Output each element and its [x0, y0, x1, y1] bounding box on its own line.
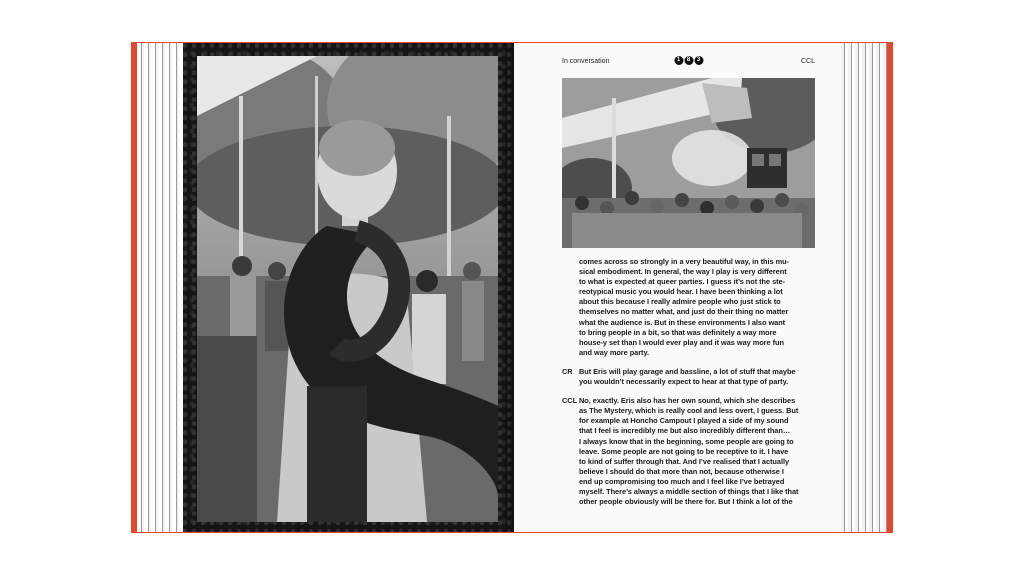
text-line: No, exactly. Eris also has her own sound, which she describes: [579, 396, 796, 406]
left-page: [137, 43, 514, 532]
speaker-initials-header: CCL: [800, 58, 815, 65]
text-line: as The Mystery, which is really cool and less overt, I guess. But: [579, 406, 799, 416]
text-line: I always know that in the beginning, some people are going to: [579, 436, 794, 446]
page-digit: 3: [694, 56, 703, 65]
text-line: about this because I really admire people who just stick to: [579, 297, 781, 307]
text-line: what the audience is. But in these environments I also want: [579, 317, 786, 327]
text-line: end up compromising too much and I feel like I’ve betrayed: [579, 476, 785, 486]
text-line: to what is expected at queer parties. I guess it’s not the ste-: [579, 277, 786, 287]
interview-text: [562, 257, 817, 516]
right-page: [514, 43, 887, 532]
text-line: themselves no matter what, and just do their thing no matter: [579, 307, 789, 317]
text-line: But Eris will play garage and bassline, a lot of stuff that maybe: [579, 366, 796, 376]
page-digit: 8: [684, 56, 693, 65]
page-number: [674, 56, 703, 65]
paragraph: [562, 257, 817, 358]
party-photo-back-view: [197, 56, 498, 522]
page-edges-right: [841, 43, 887, 532]
text-line: you wouldn’t necessarily expect to hear at that type of party.: [579, 377, 789, 387]
text-line: believe I should do that more than not, because otherwise I: [579, 466, 784, 476]
text-line: to bring people in a bit, so that was definitely a way more: [579, 327, 777, 337]
text-line: and way more party.: [579, 347, 649, 357]
paragraph-body: [579, 396, 817, 507]
text-line: other people obviously will be there for. But I think a lot of the: [579, 497, 793, 507]
speaker-label: CCL: [562, 396, 578, 406]
running-head: [562, 56, 815, 70]
text-line: that I feel is incredibly me but also incredibly different than…: [579, 426, 791, 436]
paragraph: [562, 396, 817, 507]
text-line: reotypical music you would hear. I have been thinking a lot: [579, 287, 783, 297]
page-edges-left: [137, 43, 183, 532]
text-line: to kind of suffer through that. And I’ve realised that I actually: [579, 456, 790, 466]
festival-stage-photo: [562, 78, 815, 248]
paragraph-body: [579, 367, 817, 387]
paragraph-body: [579, 257, 817, 358]
speaker-label: CR: [562, 366, 573, 376]
text-line: house-y set than I would ever play and it was way more fun: [579, 337, 784, 347]
page-digit: 1: [674, 56, 683, 65]
text-line: leave. Some people are not going to be receptive to it. I have: [579, 446, 789, 456]
text-line: for example at Honcho Campout I played a side of my sound: [579, 416, 789, 426]
text-line: sical embodiment. In general, the way I play is very different: [579, 267, 787, 277]
text-line: comes across so strongly in a very beautiful way, in this mu-: [579, 257, 789, 266]
speaker-label: [562, 257, 579, 358]
section-title: In conversation: [562, 58, 610, 65]
paragraph: [562, 367, 817, 387]
text-line: myself. There’s always a middle section of things that I like that: [579, 486, 799, 496]
